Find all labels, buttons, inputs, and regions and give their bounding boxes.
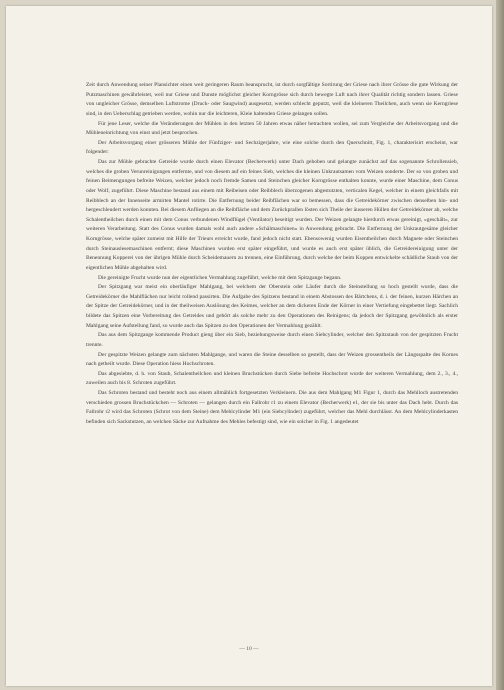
document-page bbox=[6, 6, 492, 686]
page-number: — 10 — bbox=[239, 646, 259, 652]
paragraph: Der Arbeitsvorgang einer grösseren Mühle der Fünfziger- und Sechzigerjahre, wie eine solche durch den Querschnitt, Fig. 1, charakterisirt erscheint, war folgender: bbox=[86, 139, 458, 156]
paragraph: Der Spitzgang war meist ein oberläufiger Mahlgang, bei welchem der Oberstein oder Läufer durch die Steinstellung so hoch gestellt wurde, dass die Getreidekörner die Mahlflächen nur leicht rollend passirten. Die Aufgabe des Spitzens bestand in einem Abstossen des Bärtchens, d. i. der feinen, kurzen Härchen an der Spitze der Getreidekörner, und in der theilweisen Auslösung des Keimes, welcher an dem dickeren Ende der Körner in einer Vertiefung eingebettet liegt. Sachlich bildete das Spitzen eine Vorbereitung des Getreides und gehört als solche mehr zu den Operationen des Reinigens; da jedoch der Spitzgang gewöhnlich als erster Mahlgang seine Aufstellung fand, so wurde auch das Spitzen zu den Operationen der Vermahlung gezählt. bbox=[86, 284, 458, 329]
paragraph: Zeit durch Anwendung seiner Plansichter einen weit geringeren Raum beansprucht, ist durch sorgfältige Sortirung der Griese nach ihrer Grösse die gute Wirkung der Putzmaschinen gewährleistet, weil nur Griese und Dunste möglichst gleicher Korngrösse sich durch bewegte Luft nach ihrer Qualität richtig sondern lassen. Griese von ungleicher Grösse, demselben Luftstrome (Druck- oder Saugwind) ausgesetzt, werden schlecht geputzt, weil die kleineren Theilchen, auch wenn sie Kerngriese sind, in den Ueberschlag getrieben werden, wohin nur die leichteren, Kleie haltenden Griese gelangen sollen. bbox=[86, 82, 458, 117]
page-edge bbox=[496, 0, 504, 690]
paragraph: Das zur Mühle gebrachte Getreide wurde durch einen Elevator (Becherwerk) unter Dach gehoben und gelangte zunächst auf das sogenannte Schrollensieb, welches die groben Verunreinigungen entfernte, und von diesem auf ein feines Sieb, welches die kleinen Unkrautsamen vom Weizen sonderte. Der so von groben und feinen Beimengungen befreite Weizen, welcher jedoch noch fremde Samen und Steinchen gleicher Korngrösse enthalten konnte, wurde einer Maschine, dem Conus oder Wolf, zugeführt. Diese Maschine bestand aus einem mit Reibeisen oder Reibblech überzogenen abgestutzten, verticalen Kegel, welcher in einem gleichfalls mit Reibblech an der Innenseite armirten Mantel rotirte. Die Entfernung beider Reibflächen war so bemessen, dass die Getreidekörner zwischen denselben hin- und hergeschleudert werden konnten. Bei diesem Anfliegen an die Reibfläche und dem Zurückprallen lösten sich Theile der äusseren Hüllen der Getreidekörner ab, welche Schalentheilchen durch einen mit dem Conus verbundenen Windflügel (Ventilator) beseitigt wurden. Der Weizen gelangte hierdurch etwas gereinigt, »geschält«, zur weiteren Verarbeitung. Statt des Conus wurden damals wohl auch andere »Schälmaschinen« in Anwendung gebracht. Die Entfernung der Unkrautgesäme gleicher Korngrösse, welche später zumeist mit Hilfe der Trieurs erreicht wurde, fand jedoch nicht statt. Ebensowenig wurden Eisentheilchen durch Magnete oder Steinchen durch Steinauslesemaschinen entfernt; diese Maschinen wurden erst später eingeführt, und wurde es auch erst später üblich, die Getreidereinigung unter der Benennung Kopperei von der übrigen Mühle durch Scheidemauern zu trennen, eine Einführung, durch welche der beim Koppen entwickelte schädliche Staub von der eigentlichen Mühle abgehalten wird. bbox=[86, 159, 458, 271]
paragraph: Für jene Leser, welche die Veränderungen der Mühlen in den letzten 50 Jahren etwas näher betrachten wollen, sei zum Vergleiche der Arbeitsvorgang und die Mühleneinrichtung von einst und jetzt besprochen. bbox=[86, 120, 458, 137]
paragraph: Das abgesiebte, d. h. von Staub, Schalentheilchen und kleinen Bruchstücken durch Siebe befreite Hochschrot wurde der weiteren Vermahlung, dem 2., 3., 4., zuweilen auch bis 8. Schroten zugeführt. bbox=[86, 370, 458, 387]
paragraph: Die gereinigte Frucht wurde nun der eigentlichen Vermahlung zugeführt, welche mit dem Spitzgange begann. bbox=[98, 274, 342, 281]
paragraph: Das aus dem Spitzgange kommende Product gieng über ein Sieb, beziehungsweise durch einen Siebcylinder, welcher den Spitzstaub von der gespitzten Frucht trennte. bbox=[86, 332, 458, 348]
paragraph: Der gespitzte Weizen gelangte zum nächsten Mahlgange, und waren die Steine desselben so gestellt, dass der Weizen grossentheils der Längsspalte des Kornes nach getheilt wurde. Diese Operation hiess Hochschroten. bbox=[86, 351, 458, 368]
body-text bbox=[86, 81, 458, 428]
paragraph: Das Schroten bestand und besteht noch aus einem allmählich fortgesetzten Verkleinern. Die aus dem Mahlgang M1 Figur 1, durch das Mehlloch austretenden verschieden grossen Bruchstückchen — Schroten — gelangen durch ein Fallrohr r1 zu einem Elevator (Becherwerk) e1, der sie bis unter das Dach hebt. Durch das Fallrohr r2 wird das Schroten (Schrot von dem Steine) dem Mehlcylinder M1 (ein Siebcylinder) zugeführt, welcher das Mehl durchlässt. An dem Mehlcylinderkasten befinden sich Sackstutzen, an welchen Säcke zur Aufnahme des Mehles befestigt sind, wie ein solcher in Fig. 1 angedeutet bbox=[86, 390, 458, 425]
